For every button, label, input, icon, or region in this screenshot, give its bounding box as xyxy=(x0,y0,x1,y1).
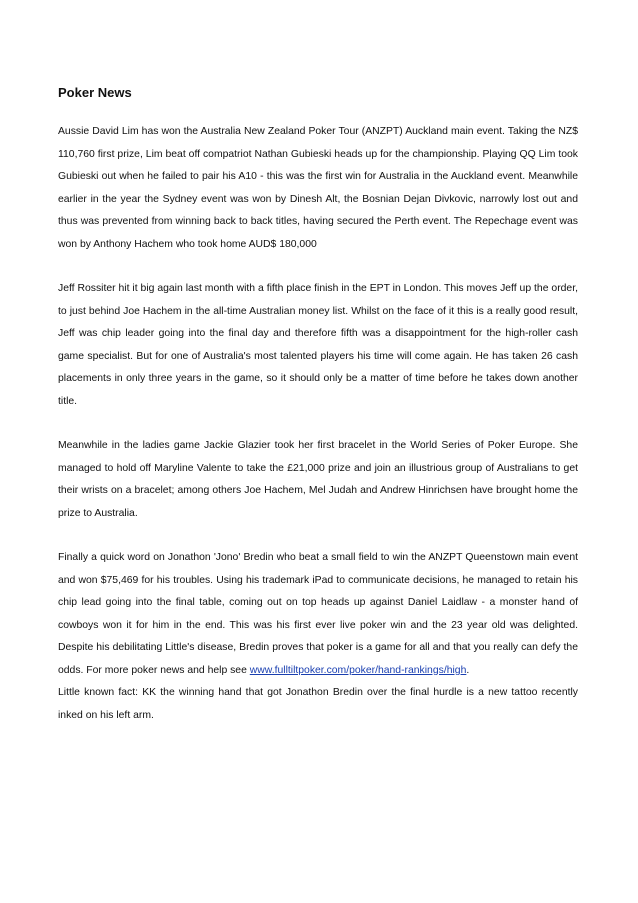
paragraph-david-lim: Aussie David Lim has won the Australia New Zealand Poker Tour (ANZPT) Auckland main event. Taking the NZ$ 110,760 first prize, Lim beat off compatriot Nathan Gubieski heads up for the championship. Playing QQ Lim took Gubieski out when he failed to pair his A10 - this was the first win for Australia in the Auckland event. Meanwhile earlier in the year the Sydney event was won by Dinesh Alt, the Bosnian Dejan Divkovic, narrowly lost out and thus was prevented from winning back to back titles, having secured the Perth event. The Repechage event was won by Anthony Hachem who took home AUD$ 180,000 xyxy=(58,126,578,250)
poker-news-link[interactable]: www.fulltiltpoker.com/poker/hand-rankings/high xyxy=(249,664,467,676)
paragraph-jono-bredin-text: Finally a quick word on Jonathon 'Jono' Bredin who beat a small field to win the ANZPT Queenstown main event and won $75,469 for his troubles. Using his trademark iPad to communicate decisions, he managed to retain his chip lead going into the final table, coming out on top heads up against Daniel Laidlaw - a monster hand of cowboys won it for him in the end. This was his first ever live poker win and the 23 year old was delighted. Despite his debilitating Little's disease, Bredin proves that poker is a game for all and that you really can defy the odds. For more poker news and help see xyxy=(58,552,578,676)
document-page xyxy=(58,84,578,727)
paragraph-little-known-fact: Little known fact: KK the winning hand that got Jonathon Bredin over the final hurdle is a new tattoo recently inked on his left arm. xyxy=(58,687,578,721)
paragraph-end-period: . xyxy=(466,664,470,676)
paragraph-jackie-glazier: Meanwhile in the ladies game Jackie Glazier took her first bracelet in the World Series of Poker Europe. She managed to hold off Maryline Valente to take the £21,000 prize and join an illustrious group of Australians to get their wrists on a bracelet; among others Joe Hachem, Mel Judah and Andrew Hinrichsen have brought home the prize to Australia. xyxy=(58,440,578,519)
document-title: Poker News xyxy=(58,85,132,100)
paragraph-jeff-rossiter: Jeff Rossiter hit it big again last month with a fifth place finish in the EPT in London. This moves Jeff up the order, to just behind Joe Hachem in the all-time Australian money list. Whilst on the face of it this is a really good result, Jeff was chip leader going into the final day and therefore fifth was a disappointment for the high-roller cash game specialist. But for one of Australia's most talented players his time will come again. He has taken 26 cash placements in only three years in the game, so it should only be a matter of time before he takes down another title. xyxy=(58,283,578,407)
paragraph-jono-bredin xyxy=(58,547,578,682)
